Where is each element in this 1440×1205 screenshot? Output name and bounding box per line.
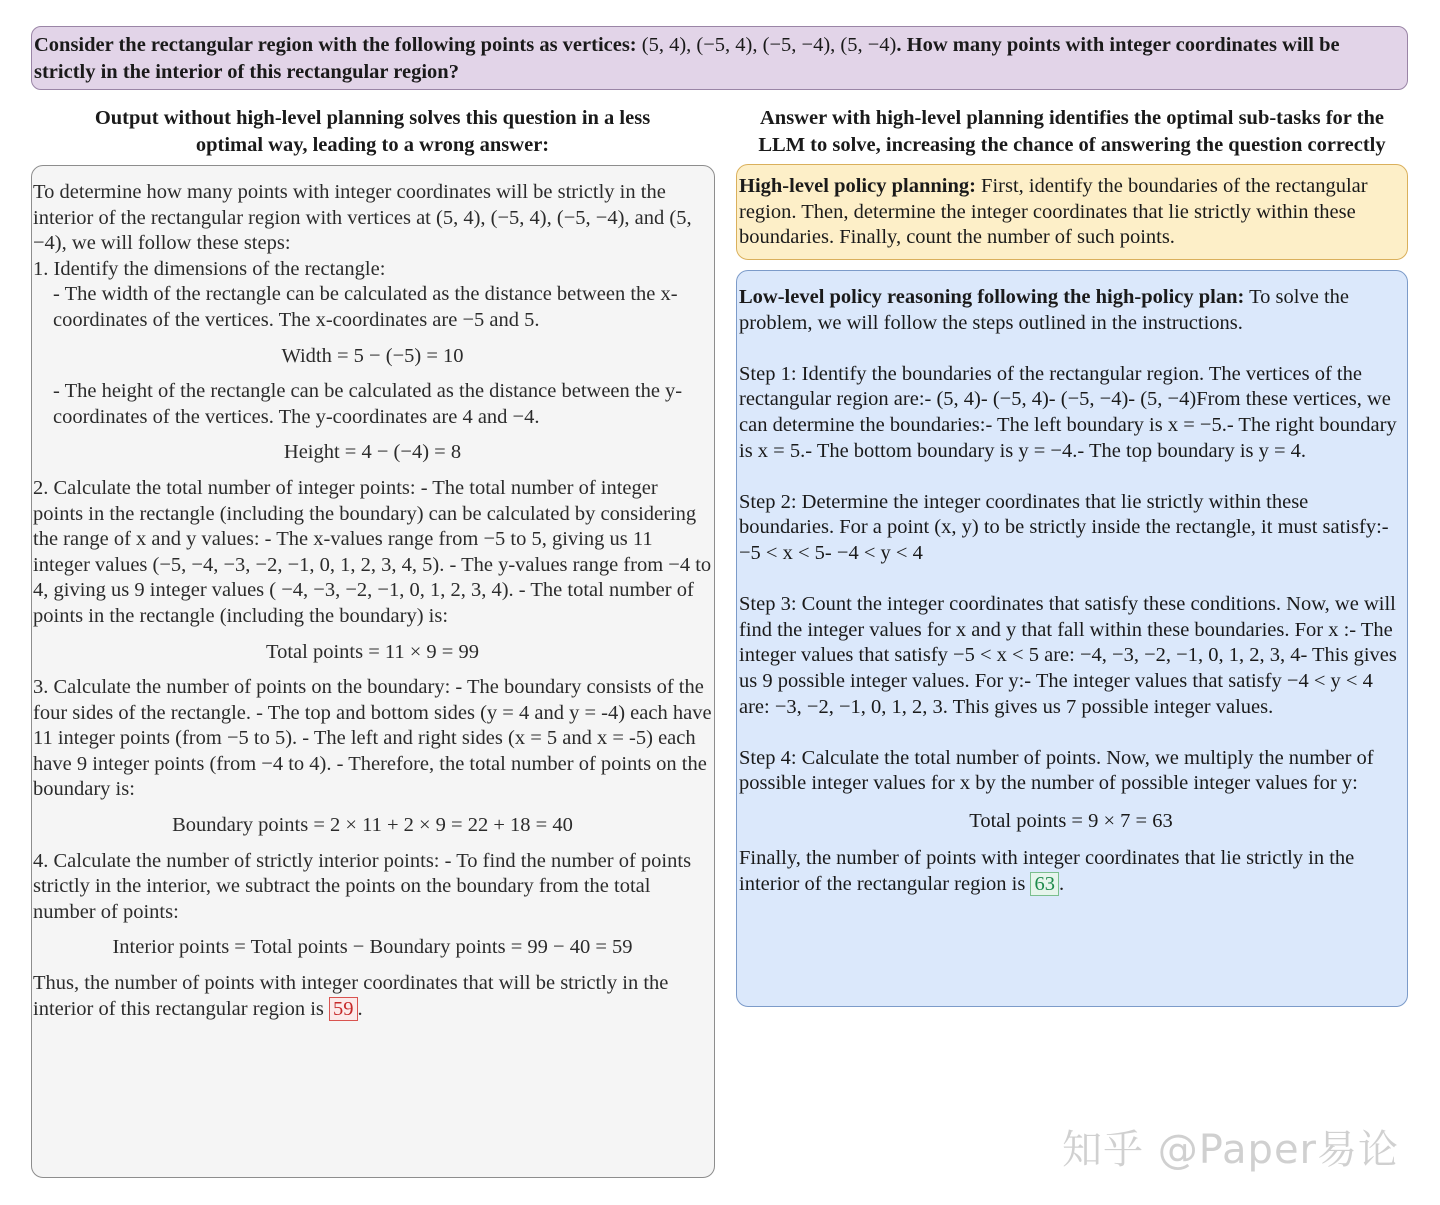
left-conclusion: Thus, the number of points with integer coordinates that will be strictly in the interior of this rectangular region is 59 . [33, 972, 669, 1020]
reason-intro: Low-level policy reasoning following the high-policy plan: To solve the problem, we will follow the steps outlined in the instructions. [739, 286, 1349, 334]
left-intro: To determine how many points with integer coordinates will be strictly in the interior of the rectangular region with vertices at (5, 4), (−5, 4), (−5, −4), and (5, −4), we will follow these steps: [33, 181, 692, 255]
reason-step2: Step 2: Determine the integer coordinates that lie strictly within these boundaries. For a point (x, y) to be strictly inside the rectangle, it must satisfy:- −5 < x < 5- −4 < y < 4 [739, 490, 1389, 564]
plan-label: High-level policy planning: [739, 175, 976, 197]
reason-step4: Step 4: Calculate the total number of points. Now, we multiply the number of possible integer values for x by the number of possible integer values for y: [739, 746, 1374, 795]
left-width-equation: Width = 5 − (−5) = 10 [281, 344, 464, 367]
left-step1-title: 1. Identify the dimensions of the rectangle: [33, 257, 386, 280]
high-level-plan-panel [736, 164, 1408, 260]
question-vertices: (5, 4), (−5, 4), (−5, −4), (5, −4) [641, 34, 897, 56]
plan-text: First, identify the boundaries of the rectangular region. Then, determine the integer coordinates that lie strictly within these boundaries. Finally, count the number of such points. [739, 175, 1368, 249]
correct-answer-badge: 63 [1030, 872, 1059, 896]
reason-total-equation: Total points = 9 × 7 = 63 [969, 809, 1173, 832]
question-suffix: . How many points with integer coordinates will be strictly in the interior of this rectangular region? [34, 34, 1340, 83]
question-prefix: Consider the rectangular region with the following points as vertices: [34, 34, 642, 56]
low-level-reasoning-panel [736, 270, 1408, 1007]
question-box [31, 26, 1408, 90]
left-height-equation: Height = 4 − (−4) = 8 [283, 441, 462, 464]
reason-step3: Step 3: Count the integer coordinates that satisfy these conditions. Now, we will find the integer values for x and y that fall within these boundaries. For x :- The integer values that satisfy −5 < x < 5 are: −4, −3, −2, −1, 0, 1, 2, 3, 4- This gives us 9 possible integer values. For y:- The integer values that satisfy −4 < y < 4 are: −3, −2, −1, 0, 1, 2, 3. This gives us 7 possible integer values. [739, 593, 1397, 718]
left-total-equation: Total points = 11 × 9 = 99 [266, 640, 479, 663]
left-interior-equation: Interior points = Total points − Boundary points = 99 − 40 = 59 [112, 936, 633, 959]
left-step1-height: - The height of the rectangle can be calculated as the distance between the y-coordinates of the vertices. The y-coordinates are 4 and −4. [53, 380, 683, 428]
left-step1-width: - The width of the rectangle can be calculated as the distance between the x-coordinates of the vertices. The x-coordinates are −5 and 5. [53, 283, 678, 331]
left-boundary-equation: Boundary points = 2 × 11 + 2 × 9 = 22 + 18 = 40 [172, 814, 573, 837]
right-column-title: Answer with high-level planning identifies the optimal sub-tasks for the LLM to solve, increasing the chance of answering the question correctly [758, 107, 1386, 156]
left-step2: 2. Calculate the total number of integer points: - The total number of integer points in the rectangle (including the boundary) can be calculated by considering the range of x and y values: - The x-values range from −5 to 5, giving us 11 integer values (−5, −4, −3, −2, −1, 0, 1, 2, 3, 4, 5). - The y-values range from −4 to 4, giving us 9 integer values ( −4, −3, −2, −1, 0, 1, 2, 3, 4). - The total number of points in the rectangle (including the boundary) is: [33, 476, 712, 627]
watermark: 知乎 @Paper易论 [1062, 1127, 1399, 1173]
wrong-answer-badge: 59 [329, 997, 358, 1021]
left-output-panel [31, 165, 715, 1178]
reason-step1: Step 1: Identify the boundaries of the rectangular region. The vertices of the rectangular region are:- (5, 4)- (−5, 4)- (−5, −4)- (5, −4)From these vertices, we can determine the boundaries:- The left boundary is x = −5.- The right boundary is x = 5.- The bottom boundary is y = −4.- The top boundary is y = 4. [739, 362, 1397, 462]
left-column-title: Output without high-level planning solves this question in a less optimal way, leading to a wrong answer: [94, 107, 651, 156]
left-step4: 4. Calculate the number of strictly interior points: - To find the number of points strictly in the interior, we subtract the points on the boundary from the total number of points: [33, 849, 692, 923]
reason-conclusion: Finally, the number of points with integer coordinates that lie strictly in the interior of the rectangular region is 63 . [739, 847, 1355, 896]
left-step3: 3. Calculate the number of points on the boundary: - The boundary consists of the four sides of the rectangle. - The top and bottom sides (y = 4 and y = -4) each have 11 integer points (from −5 to 5). - The left and right sides (x = 5 and x = -5) each have 9 integer points (from −4 to 4). - Therefore, the total number of points on the boundary is: [33, 676, 712, 801]
